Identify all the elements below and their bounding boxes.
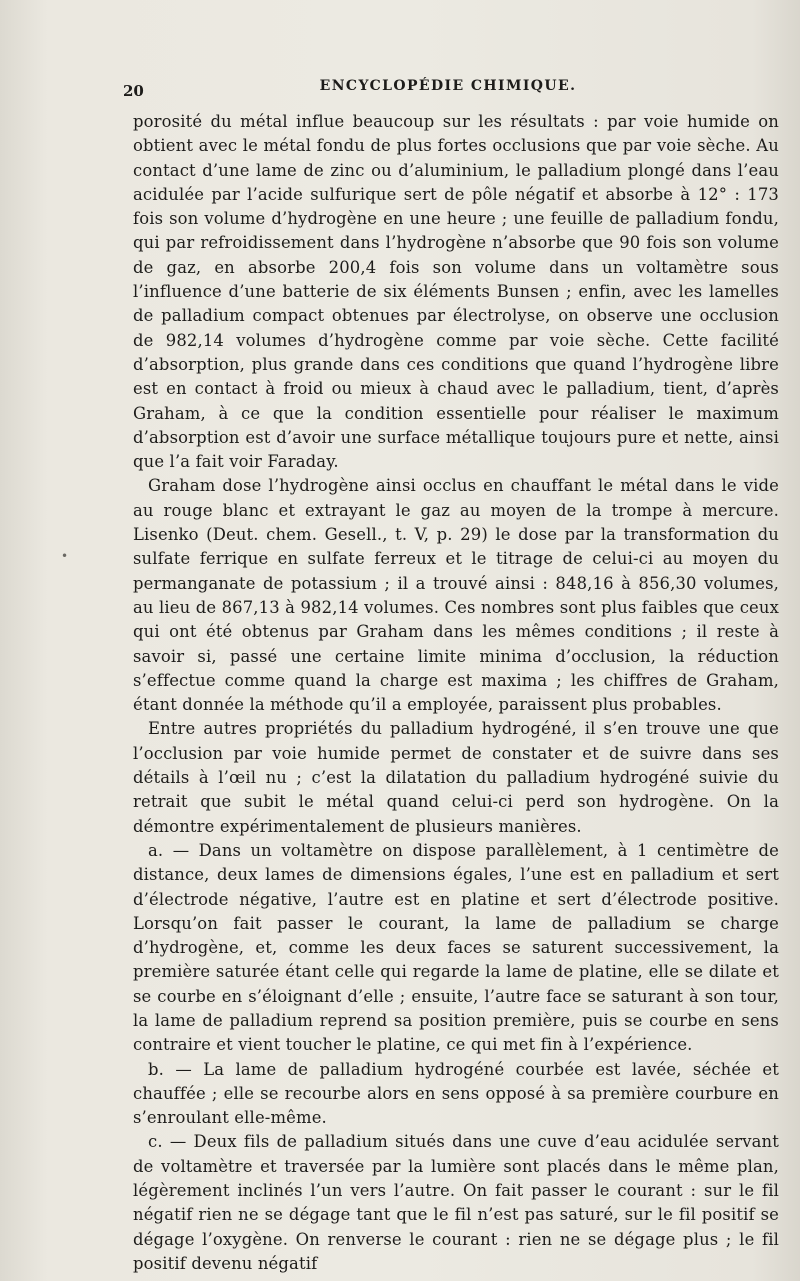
page-header bbox=[118, 78, 778, 102]
paragraph: Graham dose l’hydrogène ainsi occlus en chauffant le métal dans le vide au rouge blanc et extrayant le gaz au moyen de la trompe à mercure. Lisenko (Deut. chem. Gesell., t. V, p. 29) le dose par la transformation du sulfate ferrique en sulfate ferreux et le titrage de celui-ci au moyen du permanganate de potassium ; il a trouvé ainsi : 848,16 à 856,30 volumes, au lieu de 867,13 à 982,14 volumes. Ces nombres sont plus faibles que ceux qui ont été obtenus par Graham dans les mêmes conditions ; il reste à savoir si, passé une certaine limite minima d’occlusion, la réduction s’effectue comme quand la charge est maxima ; les chiffres de Graham, étant donnée la méthode qu’il a employée, paraissent plus probables. bbox=[133, 476, 779, 715]
paragraph-item-a: a. — Dans un voltamètre on dispose parallèlement, à 1 centimètre de distance, deux lames de dimensions égales, l’une est en palladium et sert d’électrode négative, l’autre est en platine et sert d’électrode positive. Lorsqu’on fait passer le courant, la lame de palladium se charge d’hydrogène, et, comme les deux faces se saturent successivement, la première saturée étant celle qui regarde la lame de platine, elle se dilate et se courbe en s’éloignant d’elle ; ensuite, l’autre face se saturant à son tour, la lame de palladium reprend sa position première, puis se courbe en sens contraire et vient toucher le platine, ce qui met fin à l’expérience. bbox=[133, 840, 779, 1055]
paragraph: Entre autres propriétés du palladium hydrogéné, il s’en trouve une que l’occlusion par voie humide permet de constater et de suivre dans ses détails à l’œil nu ; c’est la dilatation du palladium hydrogéné suivie du retrait que subit le métal quand celui-ci perd son hydrogène. On la démontre expérimentalement de plusieurs manières. bbox=[133, 719, 779, 836]
running-head: ENCYCLOPÉDIE CHIMIQUE. bbox=[319, 78, 577, 94]
margin-speck: • bbox=[61, 549, 69, 563]
page-number: 20 bbox=[123, 82, 144, 100]
paragraph-item-b: b. — La lame de palladium hydrogéné courbée est lavée, séchée et chauffée ; elle se recourbe alors en sens opposé à sa première courbure en s’enroulant elle-même. bbox=[133, 1059, 779, 1128]
paragraph: porosité du métal influe beaucoup sur les résultats : par voie humide on obtient avec le métal fondu de plus fortes occlusions que par voie sèche. Au contact d’une lame de zinc ou d’aluminium, le palladium plongé dans l’eau acidulée par l’acide sulfurique sert de pôle négatif et absorbe à 12° : 173 fois son volume d’hydrogène en une heure ; une feuille de palladium fondu, qui par refroidissement dans l’hydrogène n’absorbe que 90 fois son volume de gaz, en absorbe 200,4 fois son volume dans un voltamètre sous l’influence d’une batterie de six éléments Bunsen ; enfin, avec les lamelles de palladium compact obtenues par électrolyse, on observe une occlusion de 982,14 volumes d’hydrogène comme par voie sèche. Cette facilité d’absorption, plus grande dans ces conditions que quand l’hydrogène libre est en contact à froid ou mieux à chaud avec le palladium, tient, d’après Graham, à ce que la condition essentielle pour réaliser le maximum d’absorption est d’avoir une surface métallique toujours pure et nette, ainsi que l’a fait voir Faraday. bbox=[133, 112, 779, 472]
paragraph-item-c: c. — Deux fils de palladium situés dans une cuve d’eau acidulée servant de voltamètre et traversée par la lumière sont placés dans le même plan, légèrement inclinés l’un vers l’autre. On fait passer le courant : sur le fil négatif rien ne se dégage tant que le fil n’est pas saturé, sur le fil positif se dégage l’oxygène. On renverse le courant : rien ne se dégage plus ; le fil positif devenu négatif bbox=[133, 1132, 779, 1273]
body-text bbox=[133, 110, 779, 1276]
